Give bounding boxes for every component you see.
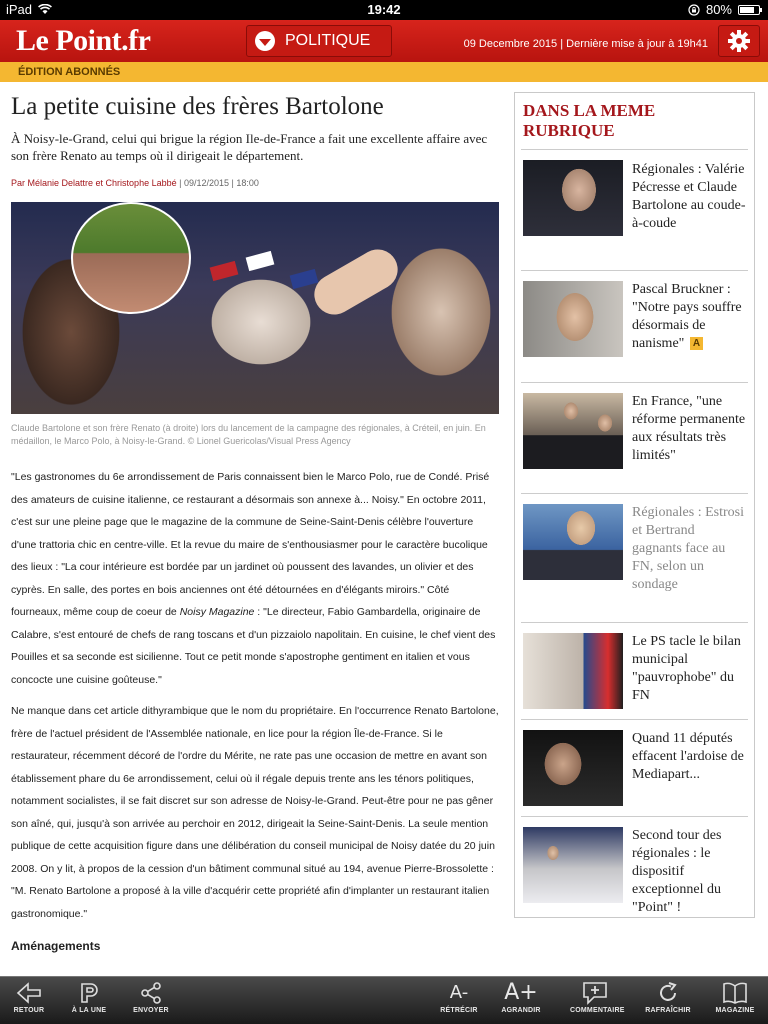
le-point-logo[interactable]: Le Point.fr <box>16 24 151 57</box>
related-thumbnail <box>523 393 623 469</box>
related-item[interactable] <box>521 720 748 817</box>
article-lead: À Noisy-le-Grand, celui qui brigue la région Ile-de-France a fait une excellente affaire avec son frère Renato au temps où il dirigeait le département. <box>11 131 488 163</box>
related-headline: Régionales : Estrosi et Bertrand gagnants face au FN, selon un sondage <box>632 505 744 592</box>
comment-label: COMMENTAIRE <box>570 1007 625 1014</box>
chevron-down-icon <box>255 31 275 51</box>
increase-font-label: AGRANDIR <box>501 1007 541 1014</box>
font-increase-icon: A+ <box>504 980 538 1005</box>
back-label: RETOUR <box>13 1007 45 1014</box>
back-arrow-icon <box>16 982 42 1004</box>
related-articles-panel <box>514 92 755 918</box>
update-date: 09 Decembre 2015 | Dernière mise à jour à 19h41 <box>463 38 708 50</box>
refresh-icon <box>656 981 680 1005</box>
paragraph: Ne manque dans cet article dithyrambique que le nom du propriétaire. En l'occurrence Renato Bartolone, frère de l'actuel président de l'Assemblée nationale, en lice pour la région Île-de-France. Si le restaurateur, récemment décoré de l'ordre du Mérite, ne rate pas une occasion de mettre en avant son établissement phare du 6e arrondissement, celui où il régale depuis trente ans les ténors politiques, notamment socialistes, il se fait discret sur son adresse de Noisy-le-Grand. Peut-être pour ne pas gêner son aîné, qui, jusqu'à son arrivée au perchoir en 2012, dirigeait la Seine-Saint-Denis. La seule mention publique de cette acquisition figure dans une délibération du conseil municipal de Noisy datée du 20 juin 2008. On y lit, à propos de la cession d'un bâtiment communal situé au 194, avenue Pierre-Brossolette : "M. Renato Bartolone a proposé à la ville d'acquérir cette propriété afin d'implanter un restaurant italien gastronomique." <box>11 705 499 920</box>
refresh-button[interactable] <box>643 979 693 1023</box>
bottom-toolbar <box>0 976 768 1024</box>
settings-button[interactable] <box>718 25 760 57</box>
related-headline-text: Pascal Bruckner : "Notre pays souffre désormais de nanisme" <box>632 282 742 351</box>
paragraph <box>11 466 500 691</box>
open-book-icon <box>722 981 748 1005</box>
article-title: La petite cuisine des frères Bartolone <box>11 93 384 120</box>
decrease-font-button[interactable] <box>434 979 484 1023</box>
increase-font-button[interactable] <box>496 979 546 1023</box>
le-point-p-icon <box>77 981 101 1005</box>
back-button[interactable] <box>4 979 54 1023</box>
related-item[interactable] <box>521 271 748 383</box>
related-thumbnail <box>523 281 623 357</box>
related-thumbnail <box>523 827 623 903</box>
related-item[interactable] <box>521 817 748 921</box>
related-thumbnail <box>523 730 623 806</box>
related-thumbnail <box>523 633 623 709</box>
article-date: | 09/12/2015 | 18:00 <box>176 178 259 188</box>
photo-caption: Claude Bartolone et son frère Renato (à droite) lors du lancement de la campagne des régionales, à Créteil, en juin. En médaillon, le Marco Polo, à Noisy-le-Grand. © Lionel Guericolas/Visual Press Agency <box>11 423 486 446</box>
battery-percent: 80% <box>705 2 732 17</box>
related-headline: Quand 11 députés effacent l'ardoise de Mediapart... <box>632 731 744 782</box>
related-item[interactable] <box>521 383 748 494</box>
related-headline: En France, "une réforme permanente aux résultats très limités" <box>632 394 746 463</box>
comment-plus-icon <box>582 981 608 1005</box>
related-thumbnail <box>523 160 623 236</box>
magazine-label: MAGAZINE <box>715 1007 755 1014</box>
article-authors[interactable]: Mélanie Delattre et Christophe Labbé <box>27 178 177 188</box>
related-headline: Régionales : Valérie Pécresse et Claude Bartolone au coude-à-coude <box>632 162 746 231</box>
article <box>11 92 500 953</box>
lock-rotation-icon <box>688 4 700 16</box>
paragraph-text: "Les gastronomes du 6e arrondissement de Paris connaissent bien le Marco Polo, rue de Condé. Prisé des amateurs de cuisine italienne, ce restaurant a désormais son annexe à... Noisy." En octobre 2011, c'est sur une pleine page que le magazine de la commune de Seine-Saint-Denis célèbre l'ouverture d'une trattoria chic en centre-ville. Et la revue du maire de s'enthousiasmer pour le caractère bucolique des lieux : "La cour intérieure est bordée par un jardinet où poussent des lavandes, un olivier et des cyprès. En salle, des portes en bois anciennes ont été détournées en d'élégants miroirs." Côté fourneaux, même coup de coeur de <box>11 471 490 618</box>
medallion-inset-photo <box>71 202 191 314</box>
clock: 19:42 <box>367 2 401 17</box>
related-headline: Le PS tacle le bilan municipal "pauvrophobe" du FN <box>632 634 741 703</box>
share-button[interactable] <box>126 979 176 1023</box>
font-decrease-icon: A- <box>449 982 469 1003</box>
home-label: À LA UNE <box>71 1007 107 1014</box>
refresh-label: RAFRAÎCHIR <box>645 1007 691 1014</box>
gear-icon <box>727 29 751 53</box>
rubrique-label: POLITIQUE <box>285 32 371 49</box>
related-headline: Second tour des régionales : le dispositif exceptionnel du "Point" ! <box>632 828 722 915</box>
related-thumbnail <box>523 504 623 580</box>
related-headline <box>632 281 746 353</box>
article-body <box>11 466 500 925</box>
app-header <box>0 20 768 62</box>
related-item[interactable] <box>521 150 748 271</box>
article-photo <box>11 202 499 414</box>
battery-icon <box>738 5 760 15</box>
related-title: DANS LA MEME RUBRIQUE <box>521 93 748 150</box>
abonnes-badge: A <box>690 337 703 350</box>
magazine-name: Noisy Magazine <box>179 606 255 618</box>
home-button[interactable] <box>64 979 114 1023</box>
related-item[interactable] <box>521 623 748 720</box>
share-icon <box>139 981 163 1005</box>
article-subheading: Aménagements <box>11 939 101 953</box>
magazine-button[interactable] <box>710 979 760 1023</box>
status-bar <box>0 0 768 20</box>
rubrique-selector[interactable] <box>246 25 392 57</box>
article-byline <box>11 178 500 188</box>
edition-abonnes-banner: ÉDITION ABONNÉS <box>0 62 768 82</box>
decrease-font-label: RÉTRÉCIR <box>440 1007 478 1014</box>
byline-prefix: Par <box>11 178 28 188</box>
device-name: iPad <box>6 2 33 17</box>
related-item[interactable] <box>521 494 748 623</box>
comment-button[interactable] <box>570 979 625 1023</box>
share-label: ENVOYER <box>133 1007 169 1014</box>
paragraph-text: : "Le directeur, Fabio Gambardella, originaire de Calabre, s'est entouré de chefs de rang toscans et d'un pizzaiolo napolitain. En cuisine, le chef vient des Pouilles et sa seconde est sicilienne. Tout ce petit monde s'apostrophe gentiment en italien et vous concocte une cuisine goûteuse." <box>11 606 496 686</box>
